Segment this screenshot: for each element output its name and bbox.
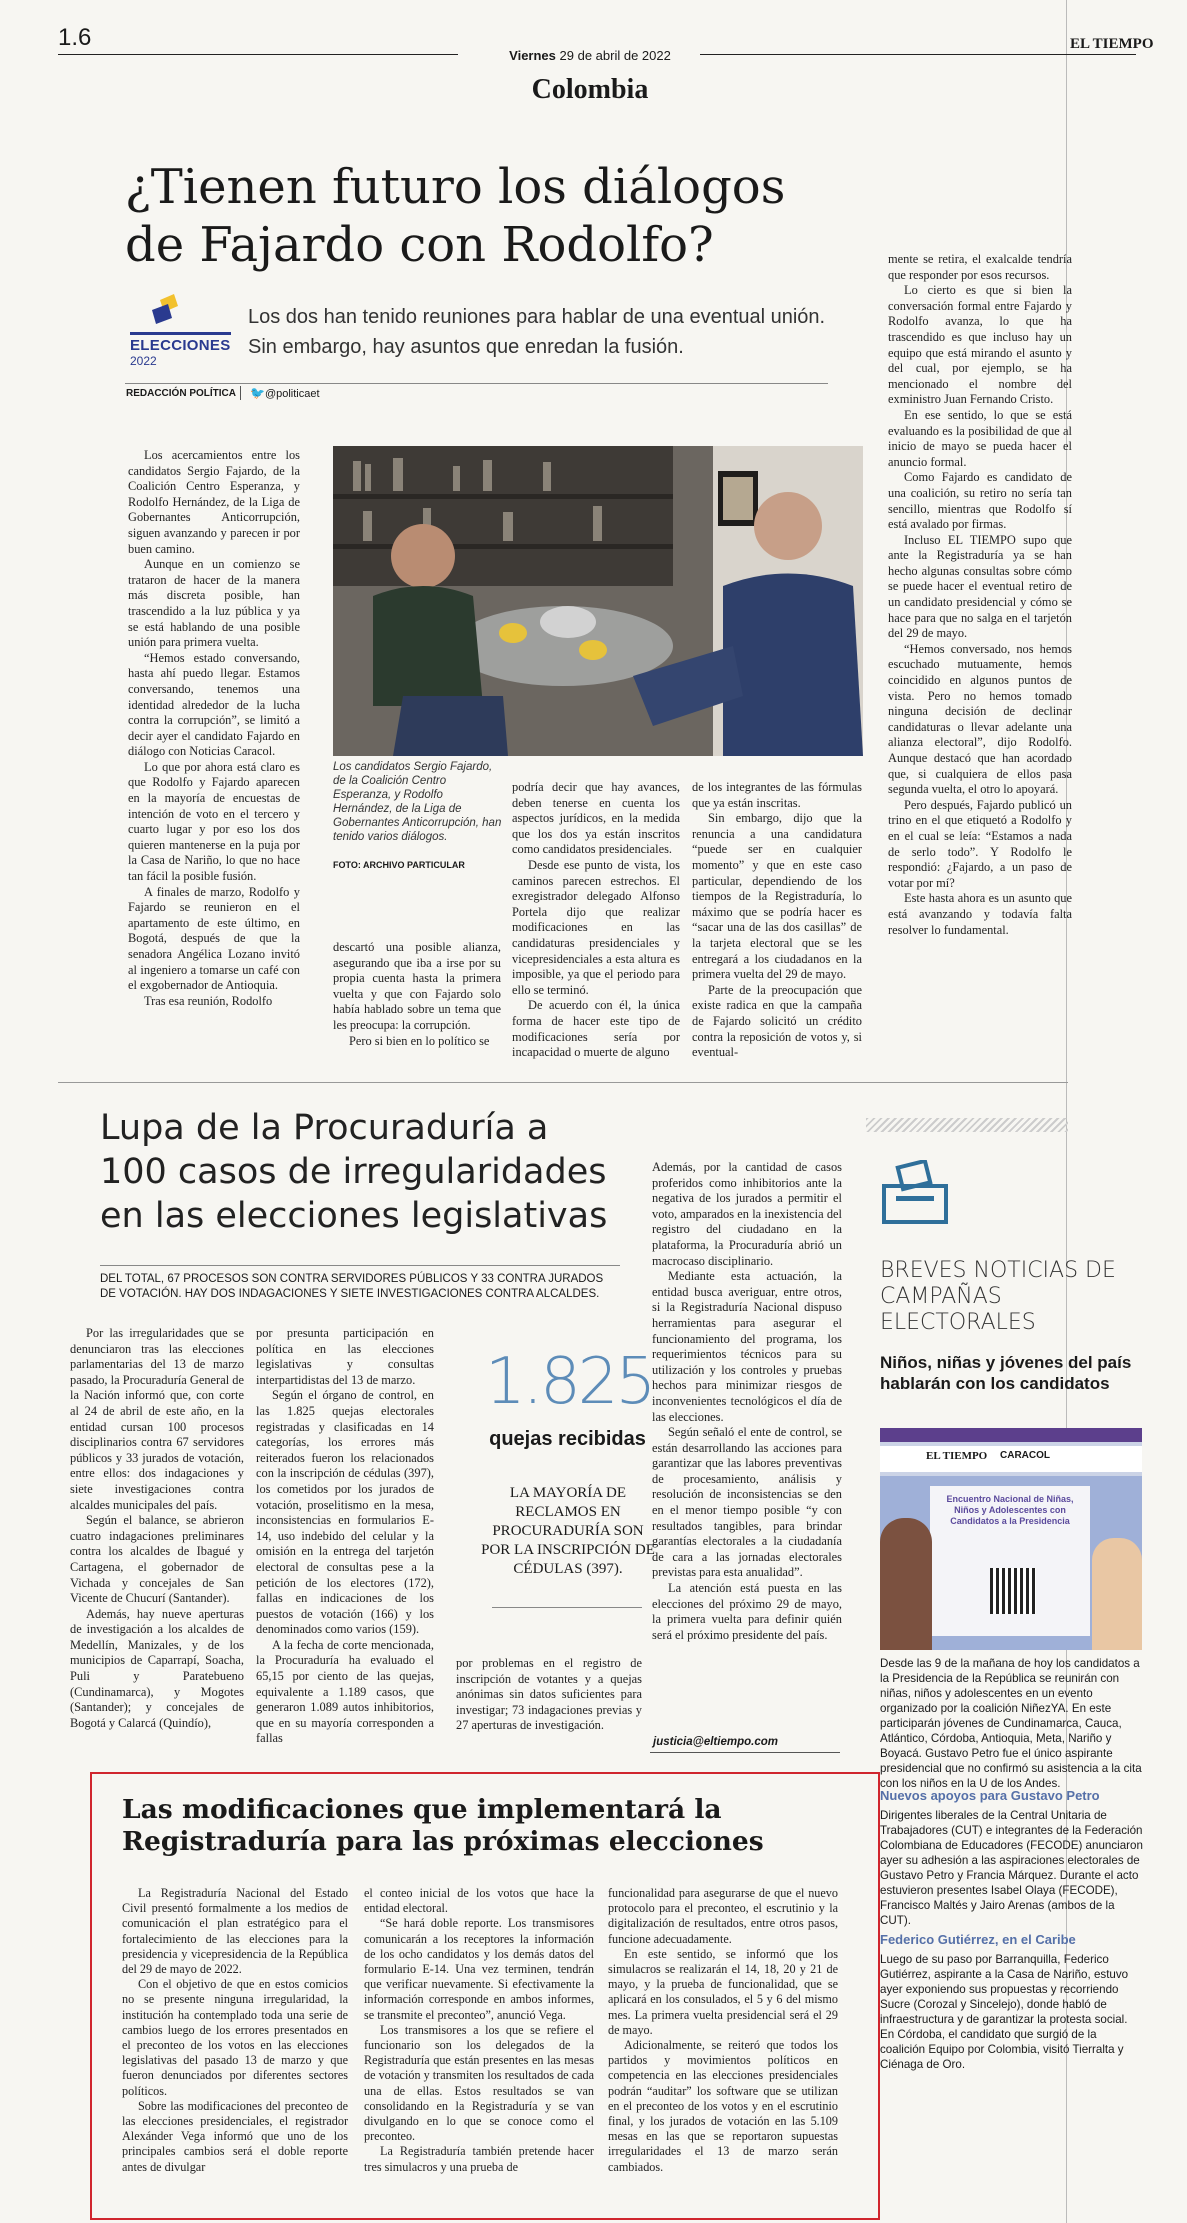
paragraph: En ese sentido, lo que se está evaluando es la posibilidad de que al inicio de mayo se pueda hacer el anuncio formal. xyxy=(888,407,1072,469)
section-title: Colombia xyxy=(531,74,649,105)
story1-column-1 xyxy=(128,448,300,1009)
sidebar-image-caption: Desde las 9 de la mañana de hoy los candidatos a la Presidencia de la República se reunirán con niñas, niños y adolescentes en un evento organizado por la coalición NiñezYA. En este participarán jóvenes de Cundinamarca, Cauca, Atlántico, Córdoba, Antioquia, Meta, Nariño y Boyacá. Gustavo Petro fue el único aspirante presidencial que no confirmó su asistencia a la cita con los niños en la U de los Andes. xyxy=(880,1657,1142,1790)
paragraph: Con el objetivo de que en estos comicios no se presente ninguna irregularidad, la institución ha contemplado toda una serie de cambios luego de los errores presentados en el preconteo de los votos en las elecciones legislativas del pasado 13 de marzo y que fueron denunciados por diferentes sectores políticos. xyxy=(122,1977,348,2098)
story1-photo-credit: FOTO: ARCHIVO PARTICULAR xyxy=(333,860,465,870)
byline-divider xyxy=(240,386,241,400)
paragraph: La Registraduría Nacional del Estado Civil presentó formalmente a los medios de comunicación el plan estratégico para el fortalecimiento de las elecciones para la presidencia y vicepresidencia de la República del 29 de mayo de 2022. xyxy=(122,1886,348,1977)
paragraph: Según el órgano de control, en las 1.825 quejas electorales registradas y clasificadas en 14 categorías, los errores más reiterados fueron los relacionados con la inscripción de cédulas (397), los cometidos por los jurados de votación, proselitismo en la mesa, inconsistencias en formularios E-14, uso indebido del celular y la omisión en la entrega del tarjetón electoral de consultas pese a la petición de los electores (172), fallas en indicaciones de los puestos de votación (166) y los denominados como varios (159). xyxy=(256,1388,434,1637)
paragraph: Aunque en un comienzo se trataron de hacer de la manera más discreta posible, han trascendido a la luz pública y ya se está hablando de una posible unión para primera vuelta. xyxy=(128,557,300,650)
sidebar-hatch xyxy=(866,1118,1068,1132)
story1-column-4 xyxy=(692,780,862,1061)
paragraph: Pero si bien en lo político se xyxy=(349,1033,490,1048)
paragraph: podría decir que hay avances, deben tenerse en cuenta los aspectos jurídicos, en la medida que los dos ya están inscritos como candidatos presidenciales. xyxy=(512,780,680,857)
image-poster-text: Encuentro Nacional de Niñas, Niños y Adolescentes con Candidatos a la Presidencia xyxy=(946,1494,1074,1526)
sidebar-title: BREVES NOTICIAS DE CAMPAÑAS ELECTORALES xyxy=(880,1258,1116,1335)
paragraph: Por las irregularidades que se denunciaron tras las elecciones parlamentarias del 13 de marzo pasado, la Procuraduría General de la Nación informó que, con corte al 24 de abril de este año, en la entidad cursan 100 procesos disciplinarios contra 67 servidores públicos y 33 jurados de votación, entre ellos: dos indagaciones y siete investigaciones contra alcaldes municipales del país. xyxy=(70,1326,244,1512)
story2-big-number-label: quejas recibidas xyxy=(489,1428,646,1450)
paragraph: Incluso EL TIEMPO supo que ante la Registraduría ya se han hecho algunas consultas sobre cómo se puede hacer el eventual retiro de un candidato presidencial y cómo se hace para que no salga en el tarjetón del 29 de mayo. xyxy=(888,532,1072,641)
story1-twitter-handle[interactable] xyxy=(250,386,320,400)
paragraph: Adicionalmente, se reiteró que todos los partidos y movimientos políticos en competencia en las elecciones presidenciales podrán “auditar” los software que se utilizan en el preconteo de los votos y en el escrutinio final, y los jurados de votación en las 5.109 mesas en las que se reportaron supuestas irregularidades el 13 de marzo serán cambiados. xyxy=(608,2038,838,2174)
story1-column-5 xyxy=(888,252,1072,938)
image-brand: EL TIEMPO xyxy=(926,1450,988,1462)
sidebar-heading-gutierrez: Federico Gutiérrez, en el Caribe xyxy=(880,1932,1076,1947)
paragraph: Los acercamientos entre los candidatos Sergio Fajardo, de la Coalición Centro Esperanza, y Rodolfo Hernández, de la Liga de Gobernantes Anticorrupción, siguen avanzando y parecen ir por buen camino. xyxy=(128,448,300,556)
sidebar-heading-petro: Nuevos apoyos para Gustavo Petro xyxy=(880,1788,1100,1803)
paragraph: Este hasta ahora es un asunto que está avanzando y todavía falta resolver lo fundamental. xyxy=(888,891,1072,937)
paragraph: Mediante esta actuación, la entidad busca averiguar, entre otros, si la Registraduría Nacional dispuso herramientas para asegurar el funcionamiento del programa, los requerimientos técnicos para su utilización y los controles y pruebas hechos para minimizar riesgos de inconvenientes tecnológicos el día de las elecciones. xyxy=(652,1269,842,1424)
ballot-box-icon xyxy=(880,1160,950,1226)
candidates-meeting-photo xyxy=(333,446,863,756)
elecciones-label: ELECCIONES xyxy=(130,332,231,354)
paragraph: A la fecha de corte mencionada, la Procuraduría ha evaluado el 65,15 por ciento de las quejas, equivalente a 1.189 casos, que generaron 1.089 autos inhibitorios, que en su mayoría corresponden a fallas xyxy=(256,1637,434,1746)
story3-headline: Las modificaciones que implementará la Registraduría para las próximas elecciones xyxy=(122,1794,764,1857)
story2-big-number-note: LA MAYORÍA DE RECLAMOS EN PROCURADURÍA SON POR LA INSCRIPCIÓN DE CÉDULAS (397). xyxy=(481,1485,655,1577)
paragraph: A finales de marzo, Rodolfo y Fajardo se reunieron en el apartamento de este último, en Bogotá, después de que la senadora Angélica Lozano invitó al ingeniero a tomarse un café con el exgobernador de Antioquia. xyxy=(128,884,300,993)
child-left xyxy=(880,1518,932,1650)
paragraph: Lo cierto es que si bien la conversación formal entre Fajardo y Rodolfo avanza, lo que ha trascendido es que incluso hay un equipo que está mirando el asunto y del cual, por ejemplo, se ha mencionado el nombre del exministro Juan Fernando Cristo. xyxy=(888,283,1072,407)
paragraph: mente se retira, el exalcalde tendría que responder por esos recursos. xyxy=(888,252,1072,282)
sidebar-text-petro: Dirigentes liberales de la Central Unitaria de Trabajadores (CUT) e integrantes de la Federación Colombiana de Educadores (FECODE) anunciaron ayer su adhesión a las aspiraciones electorales de Gustavo Petro y Francia Márquez. Durante el acto estuvieron presentes Isabel Olaya (FECODE), Francisco Maltés y Jairo Arenas (ambos de la CUT). xyxy=(880,1809,1143,1927)
paragraph: Pero después, Fajardo publicó un trino en el que etiquetó a Rodolfo y en el cual se leía: “Estamos a nada de serlo todo”. Y Rodolfo le respondió: ¿Fajardo, a un paso de votar por mí? xyxy=(888,797,1072,890)
paragraph: Desde ese punto de vista, los caminos parecen estrechos. El exregistrador delegado Alfonso Portela dijo que realizar modificaciones en las candidaturas presidenciales y vicepresidenciales a esta altura es imposible, ya que el periodo para ello se terminó. xyxy=(512,857,680,997)
paragraph: Como Fajardo es candidato de una coalición, su retiro no sería tan sencillo, mientras que Rodolfo sí está avalado por firmas. xyxy=(888,470,1072,532)
byline-rule xyxy=(125,383,828,384)
story1-photo-caption: Los candidatos Sergio Fajardo, de la Coalición Centro Esperanza, y Rodolfo Hernández, de la Liga de Gobernantes Anticorrupción, han tenido varios diálogos. xyxy=(333,761,502,843)
paragraph: “Hemos estado conversando, hasta ahí puedo llegar. Estamos conversando, tenemos una identidad alrededor de la lucha contra la corrupción”, se limitó a decir ayer el candidato Fajardo en diálogo con Noticias Caracol. xyxy=(128,650,300,759)
paragraph: por presunta participación en política en las elecciones legislativas y consultas interpartidistas del 13 de marzo. xyxy=(256,1326,434,1387)
story3-column-3 xyxy=(608,1886,838,2175)
sidebar-text-gutierrez: Luego de su paso por Barranquilla, Federico Gutiérrez, aspirante a la Casa de Nariño, estuvo ayer exponiendo sus propuestas y recorriendo Sucre (Corozal y Sincelejo), donde habló de infraestructura y de garantizar la protesta social. En Córdoba, el candidato que surgió de la coalición Equipo por Colombia, visitó Tierralta y Ciénaga de Oro. xyxy=(880,1953,1129,2071)
paragraph: el conteo inicial de los votos que hace la entidad electoral. xyxy=(364,1886,594,1916)
image-band xyxy=(880,1428,1142,1442)
paragraph: de los integrantes de las fórmulas que ya están inscritas. xyxy=(692,780,862,810)
sidebar-subtitle: Niños, niñas y jóvenes del país hablarán con los candidatos xyxy=(880,1353,1132,1393)
issue-date xyxy=(420,48,760,63)
paragraph: funcionalidad para asegurarse de que el nuevo protocolo para el preconteo, el escrutinio y la digitalización de resultados, entre otros pasos, funcione adecuadamente. xyxy=(608,1886,838,1946)
paragraph: Según el balance, se abrieron cuatro indagaciones preliminares contra los alcaldes de Ibagué y Cartagena, el gobernador de Vichada y concejales de San Vicente de Chucurí (Santander). xyxy=(70,1513,244,1606)
story2-headline: Lupa de la Procuraduría a 100 casos de irregularidades en las elecciones legislativas xyxy=(100,1108,608,1236)
issue-date-rest: 29 de abril de 2022 xyxy=(555,48,671,63)
image-brand-2: CARACOL xyxy=(1000,1450,1050,1461)
paragraph: descartó una posible alianza, asegurando que iba a irse por su propia cuenta hasta la primera vuelta y que con Fajardo solo había hablado sobre un tema que les preocupa: la corrupción. xyxy=(333,940,501,1032)
story2-column-3 xyxy=(456,1656,642,1734)
story3-column-2 xyxy=(364,1886,594,2175)
story2-column-1 xyxy=(70,1326,244,1731)
story1-column-3 xyxy=(512,780,680,1061)
issue-date-day: Viernes xyxy=(509,48,556,63)
paragraph: La atención está puesta en las elecciones del próximo 29 de mayo, la primera vuelta para definir quién será el próximo presidente del país. xyxy=(652,1581,842,1642)
email-rule xyxy=(650,1752,840,1753)
paragraph: Parte de la preocupación que existe radica en que la campaña de Fajardo solicitó un crédito contra la reposición de votos y, si eventual- xyxy=(692,982,862,1060)
paragraph: Lo que por ahora está claro es que Rodolfo y Fajardo aparecen en la mayoría de encuestas de intención de voto en el tercero y cuarto lugar y por eso los dos quieren mantenerse en la puja por la Casa de Nariño, lo que no hace tan fácil la posible fusión. xyxy=(128,759,300,884)
elecciones-year: 2022 xyxy=(130,354,157,368)
paragraph: por problemas en el registro de inscripción de votantes y a quejas anónimas sin datos suficientes para investigar; 73 indagaciones previas y 27 aperturas de investigación. xyxy=(456,1656,642,1733)
paragraph: “Hemos conversado, nos hemos escuchado mutuamente, hemos coincidido en algunos puntos de vista. Pero no hemos tomado ninguna decisión de declinar candidaturas o llevar adelante una alianza electoral”, dijo Rodolfo. Aunque destacó que han acordado que, si cualquiera de ellos pasa segunda vuelta, el otro lo apoyará. xyxy=(888,641,1072,797)
twitter-icon: 🐦 xyxy=(250,386,265,400)
paragraph: La Registraduría también pretende hacer tres simulacros y una prueba de xyxy=(364,2144,594,2174)
header-rule-right xyxy=(700,54,1136,55)
brand-name: EL TIEMPO xyxy=(1070,36,1154,52)
story1-photo xyxy=(333,446,863,756)
paragraph: Según señaló el ente de control, se están desarrollando las acciones para garantizar que las labores preventivas de procesamiento, análisis y resolución de inconsistencias se den en el menor tiempo posible “y con resultados tangibles, para brindar garantías electorales a la ciudadanía de cara a las jornadas electorales previstas para esta anualidad”. xyxy=(652,1425,842,1580)
story1-column-2 xyxy=(333,940,501,1049)
paragraph: Además, por la cantidad de casos proferidos como inhibitorios ante la negativa de los jurados a permitir el voto, amparados en la inexistencia del registro del ciudadano en la plataforma, la Procuraduría abrió un macrocaso disciplinario. xyxy=(652,1160,842,1268)
child-right xyxy=(1092,1538,1142,1650)
story2-deck: DEL TOTAL, 67 PROCESOS SON CONTRA SERVIDORES PÚBLICOS Y 33 CONTRA JURADOS DE VOTACIÓN. HAY DOS INDAGACIONES Y SIETE INVESTIGACIONES CONTRA ALCALDES. xyxy=(100,1273,604,1300)
deck-rule xyxy=(100,1265,620,1266)
paragraph: Tras esa reunión, Rodolfo xyxy=(144,993,273,1008)
twitter-handle-text: @politicaet xyxy=(264,388,320,400)
callout-rule xyxy=(492,1607,642,1608)
header-rule-left xyxy=(58,54,458,55)
paragraph: “Se hará doble reporte. Los transmisores comunicarán a los receptores la información de los ocho candidatos y los demás datos del formulario E-14. Una vez terminen, tendrán que verificar nuevamente. Si efectivamente la información corresponde en ambos informes, se transmite el preconteo”, anunció Vega. xyxy=(364,1916,594,2022)
paragraph: Sin embargo, dijo que la renuncia a una candidatura “puede ser en cualquier momento” y que en este caso particular, dependiendo de los tiempos de la Registraduría, lo máximo que se podría hacer es “sacar una de las dos casillas” de la tarjeta electoral que se les entregará a los ciudadanos en la primera vuelta del 29 de mayo. xyxy=(692,811,862,982)
story1-byline: REDACCIÓN POLÍTICA xyxy=(126,388,236,399)
story2-big-number: 1.825 xyxy=(485,1345,654,1419)
paragraph: Los transmisores a los que se refiere el funcionario son los delegados de la Registraduría que están presentes en las mesas de votación y transmiten los resultados de cada una de ellas. Estos resultados se van consolidando en la Registraduría y se van divulgando en lo que se conoce como el preconteo. xyxy=(364,2022,594,2144)
paragraph: De acuerdo con él, la única forma de hacer este tipo de modificaciones sería por incapacidad o muerte de alguno xyxy=(512,998,680,1060)
story2-column-4 xyxy=(652,1160,842,1643)
story1-headline: ¿Tienen futuro los diálogos de Fajardo con Rodolfo? xyxy=(125,159,786,273)
sidebar-event-image xyxy=(880,1428,1142,1650)
paragraph: Además, hay nueve aperturas de investigación a los alcaldes de Medellín, Manizales, y de los municipios de Caparrapí, Soacha, Puli y Paratebueno (Cundinamarca), y Mogotes (Santander); y concejales de Bogotá y Calarcá (Quindío), xyxy=(70,1606,244,1730)
story1-deck: Los dos han tenido reuniones para hablar de una eventual unión. Sin embargo, hay asuntos que enredan la fusión. xyxy=(248,306,826,358)
story3-column-1 xyxy=(122,1886,348,2175)
elecciones-logo xyxy=(130,292,230,370)
paragraph: En este sentido, se informó que los simulacros se realizarán el 14, 18, 20 y 21 de mayo, y la prueba de funcionalidad, que se aplicará en los consulados, el 5 y 6 del mismo mes. La primera vuelta presidencial será el 29 de mayo. xyxy=(608,1946,838,2037)
section-divider xyxy=(58,1082,1068,1083)
story2-contact-email[interactable]: justicia@eltiempo.com xyxy=(653,1736,778,1748)
qr-code xyxy=(990,1568,1036,1614)
page-number: 1.6 xyxy=(58,24,92,51)
story2-column-2 xyxy=(256,1326,434,1747)
paragraph: Sobre las modificaciones del preconteo de las elecciones presidenciales, el registrador Alexánder Vega informó que uno de los principales cambios será el doble reporte antes de divulgar xyxy=(122,2098,348,2174)
